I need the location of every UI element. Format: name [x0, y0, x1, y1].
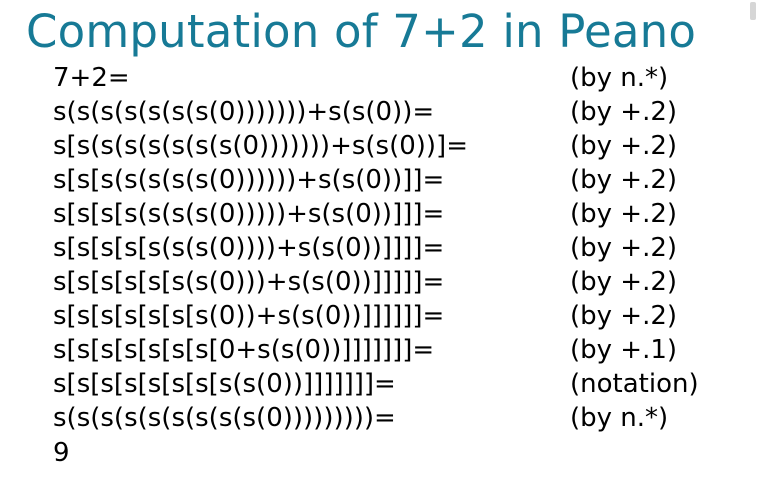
step-justification: (by +.2): [570, 267, 678, 297]
derivation-step: [53, 95, 699, 129]
derivation-step: [53, 197, 699, 231]
derivation-step: [53, 163, 699, 197]
step-expression: s[s[s[s[s[s[s[0+s(s(0))]]]]]]]=: [53, 335, 435, 365]
step-expression: s[s[s[s[s[s[s(0))+s(s(0))]]]]]]=: [53, 301, 445, 331]
step-justification: (by +.2): [570, 199, 678, 229]
derivation-steps: [53, 61, 699, 435]
step-justification: (by +.2): [570, 233, 678, 263]
step-expression: s[s[s(s(s(s(s(0))))))+s(s(0))]]=: [53, 165, 445, 195]
step-justification: (by +.2): [570, 131, 678, 161]
derivation-step: [53, 299, 699, 333]
step-justification: (by +.2): [570, 165, 678, 195]
derivation-step: [53, 61, 699, 95]
step-expression: s[s[s[s[s[s(s(0)))+s(s(0))]]]]]=: [53, 267, 445, 297]
scrollbar-thumb[interactable]: [750, 2, 756, 20]
step-expression: s(s(s(s(s(s(s(s(s(0)))))))))=: [53, 403, 396, 433]
slide-title: Computation of 7+2 in Peano: [26, 5, 697, 58]
derivation-step: [53, 367, 699, 401]
step-justification: (notation): [570, 369, 699, 399]
step-expression: s[s[s[s(s(s(s(0)))))+s(s(0))]]]=: [53, 199, 445, 229]
derivation-step: [53, 129, 699, 163]
step-justification: (by +.1): [570, 335, 678, 365]
derivation-step: [53, 333, 699, 367]
step-expression: s[s[s[s[s[s[s[s(s(0))]]]]]]]=: [53, 369, 396, 399]
step-justification: (by n.*): [570, 403, 669, 433]
step-expression: s(s(s(s(s(s(s(0)))))))+s(s(0))=: [53, 97, 435, 127]
step-justification: (by +.2): [570, 301, 678, 331]
derivation-step: [53, 231, 699, 265]
step-expression: 7+2=: [53, 63, 130, 93]
step-justification: (by +.2): [570, 97, 678, 127]
derivation-step: [53, 401, 699, 435]
step-expression: s[s[s[s[s(s(s(0))))+s(s(0))]]]]=: [53, 233, 445, 263]
step-justification: (by n.*): [570, 63, 669, 93]
derivation-step: [53, 265, 699, 299]
step-expression: s[s(s(s(s(s(s(s(0)))))))+s(s(0))]=: [53, 131, 468, 161]
final-result: 9: [53, 438, 70, 468]
